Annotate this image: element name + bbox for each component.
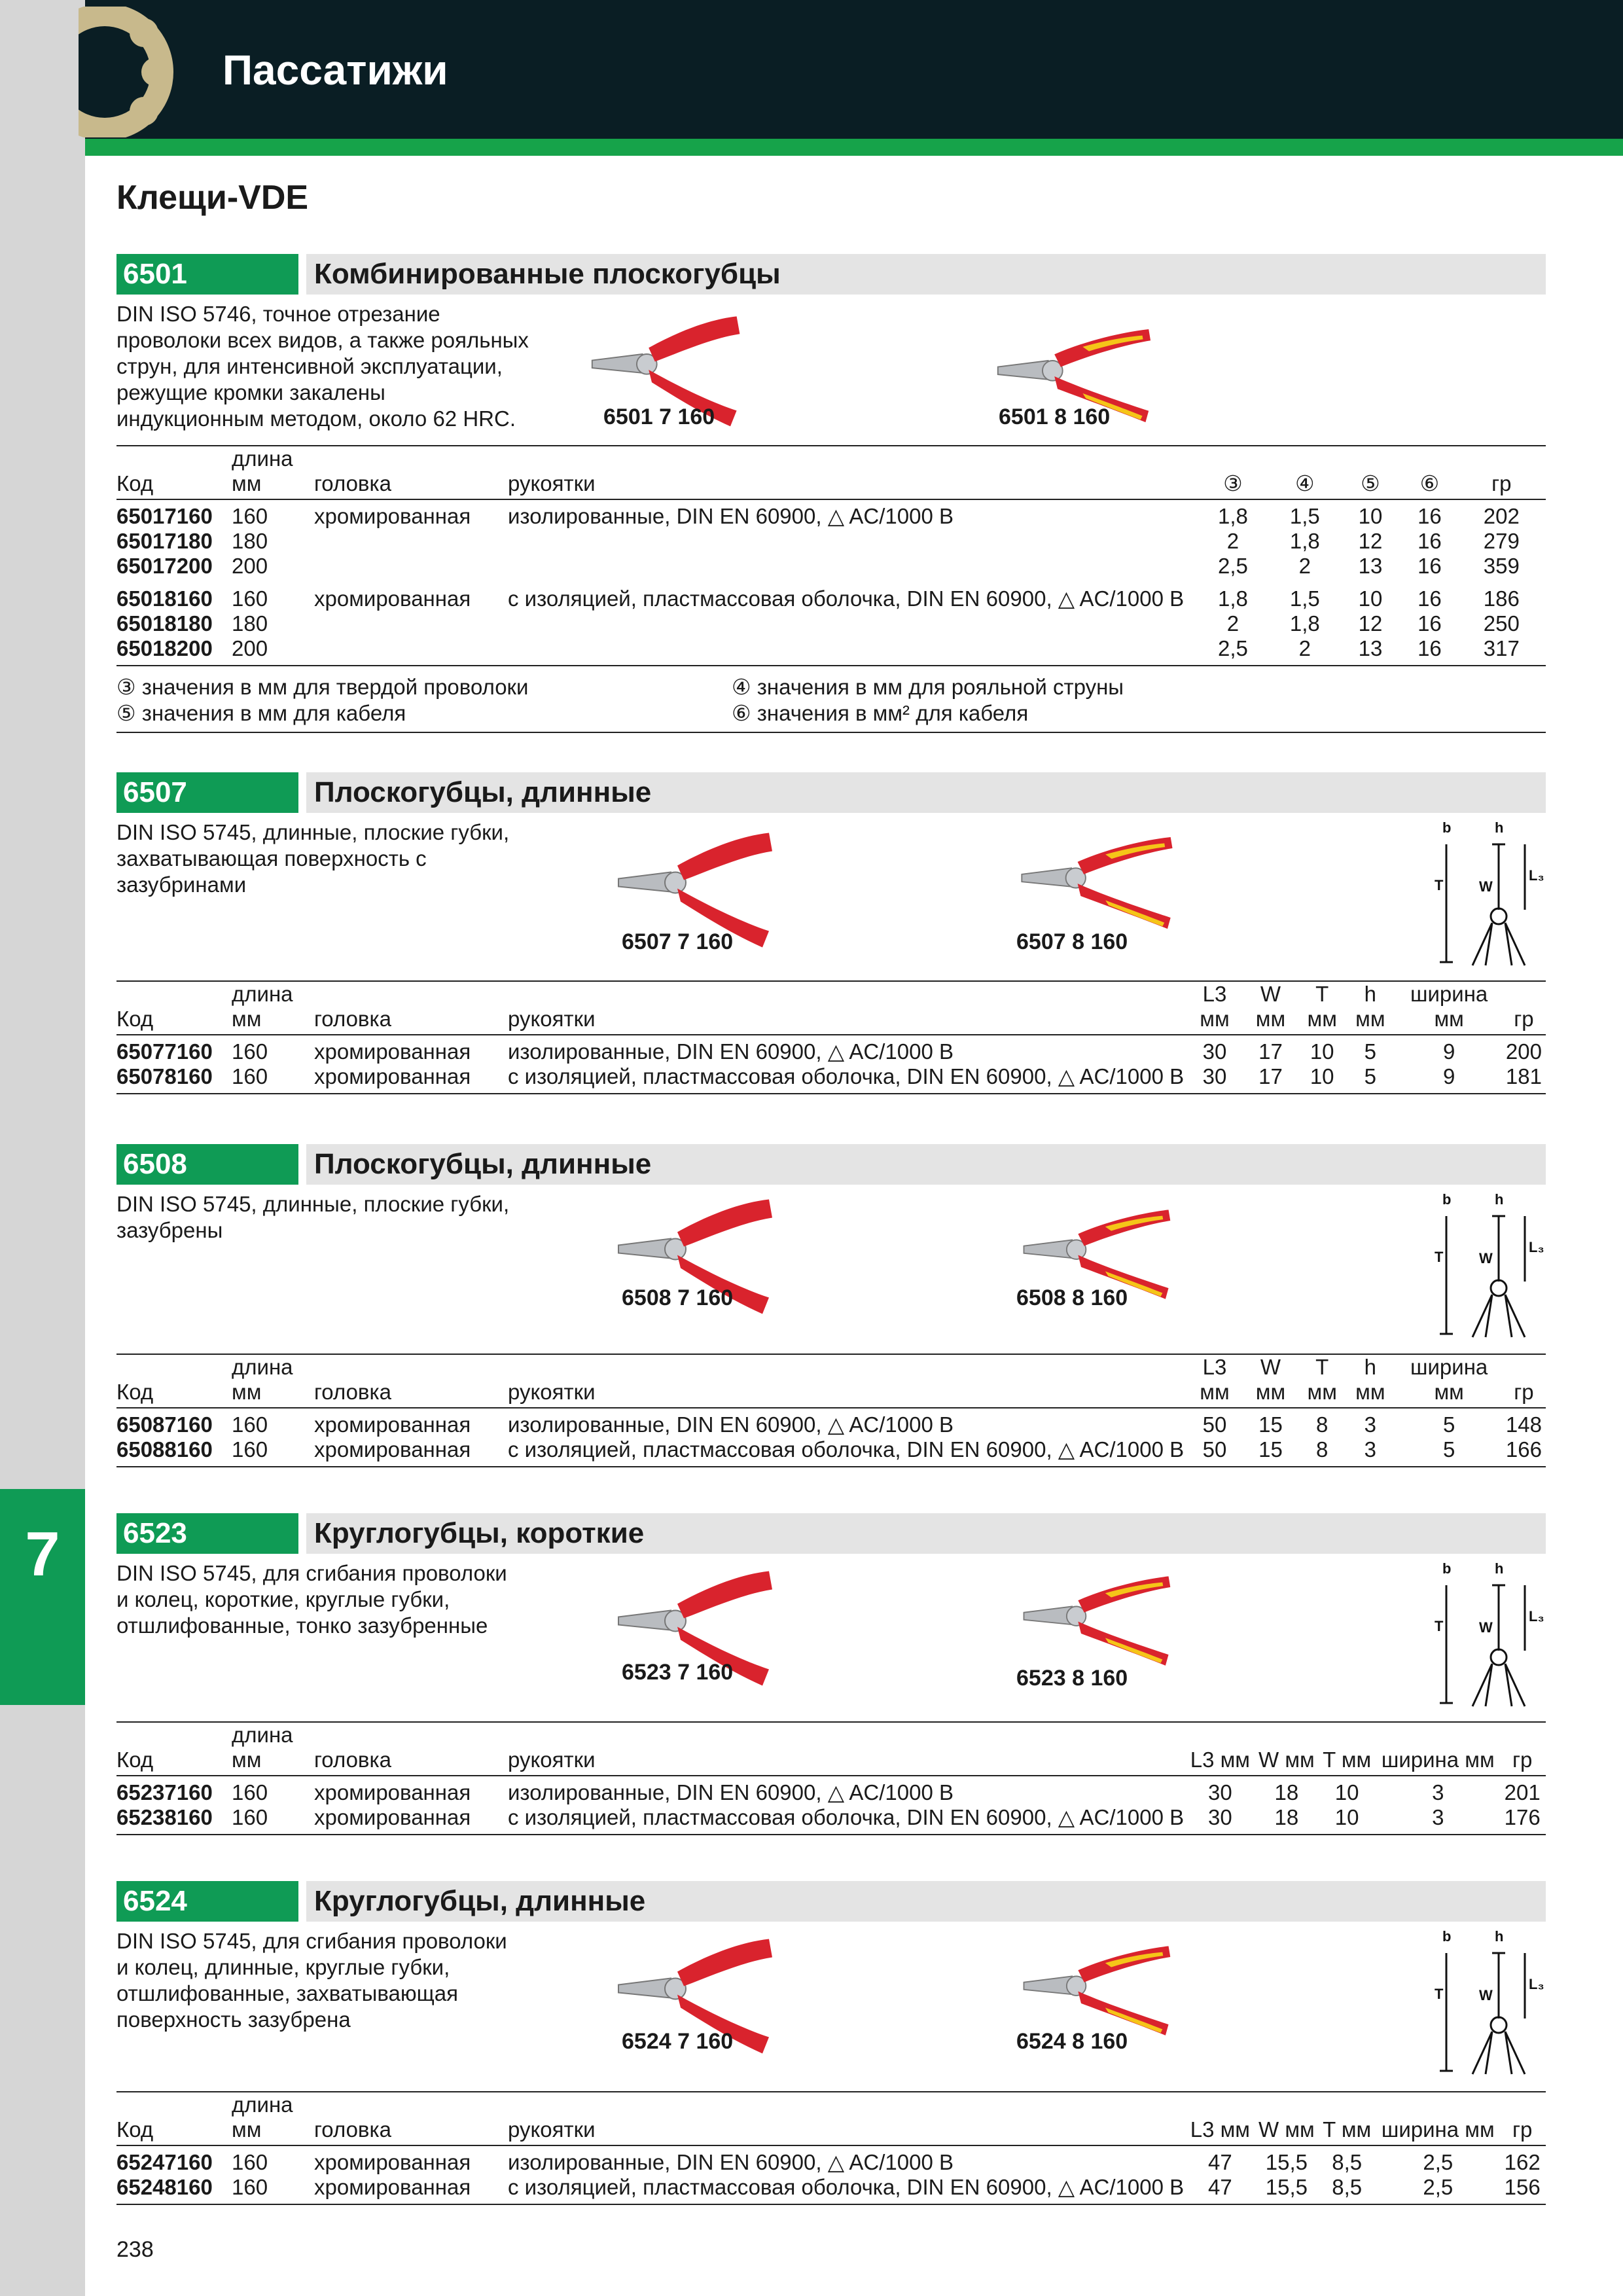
table-cell: 1,5 <box>1289 504 1320 528</box>
table-cell: 15 <box>1245 1437 1300 1467</box>
table-cell: 162 <box>1504 2150 1541 2174</box>
table-header-cell: длина мм <box>232 1354 314 1408</box>
table-cell: с изоляцией, пластмассовая оболочка, DIN EN 60900, △ AC/1000 В <box>508 586 1185 611</box>
table-cell: 10 <box>1358 586 1383 611</box>
product-code-cell: 65018180 <box>116 611 213 636</box>
svg-text:T: T <box>1435 1249 1444 1265</box>
table-cell: 16 <box>1418 554 1442 578</box>
side-strip <box>0 0 85 2296</box>
table-cell: 13 <box>1343 636 1402 666</box>
table-cell: 160 <box>232 1780 268 1804</box>
product-section-6508 <box>116 1144 1546 1242</box>
pliers-image <box>1014 825 1178 942</box>
product-ref: 6524 7 160 <box>622 2029 734 2054</box>
table-header-cell: L3 мм <box>1188 2092 1256 2145</box>
table-header-cell: рукоятки <box>508 1354 1188 1408</box>
table-cell: 156 <box>1503 2175 1546 2204</box>
section-code: 6523 <box>116 1513 298 1554</box>
table-header-cell: ширина мм <box>1396 981 1505 1035</box>
table-cell: изолированные, DIN EN 60900, △ AC/1000 В <box>508 1039 954 1064</box>
svg-text:T: T <box>1435 1986 1444 2002</box>
table-cell <box>508 611 1199 636</box>
table-header-cell: гр <box>1461 446 1546 499</box>
table-row <box>116 499 1546 529</box>
svg-text:b: b <box>1442 1191 1452 1208</box>
product-code-cell: 65077160 <box>116 1039 213 1064</box>
product-ref: 6501 8 160 <box>999 404 1111 429</box>
table-cell: изолированные, DIN EN 60900, △ AC/1000 В <box>508 2150 954 2174</box>
table-cell: 8,5 <box>1321 2175 1377 2204</box>
product-code-cell: 65237160 <box>116 1780 213 1804</box>
table-cell: с изоляцией, пластмассовая оболочка, DIN EN 60900, △ AC/1000 В <box>508 2175 1188 2204</box>
table-cell: 2,5 <box>1217 554 1248 578</box>
table-header-cell: рукоятки <box>508 1722 1188 1776</box>
table-cell: 5 <box>1396 1437 1505 1467</box>
table-cell <box>314 636 508 666</box>
table-header-cell: W мм <box>1257 1722 1321 1776</box>
table-cell: 160 <box>232 1039 268 1064</box>
spec-table <box>116 1721 1546 1835</box>
footnote: ④ значения в мм для рояльной струны <box>732 675 1124 699</box>
table-cell: 166 <box>1506 1437 1546 1467</box>
table-cell: 2,5 <box>1377 2175 1503 2204</box>
table-row <box>116 1035 1546 1064</box>
dimension-diagram-icon <box>1427 818 1544 969</box>
table-cell: 30 <box>1207 1780 1232 1804</box>
table-header-cell: гр <box>1506 1354 1546 1408</box>
table-cell: изолированные, DIN EN 60900, △ AC/1000 В <box>508 504 954 528</box>
table-cell: 3 <box>1364 1412 1377 1437</box>
section-code: 6524 <box>116 1881 298 1922</box>
table-cell: 30 <box>1188 1805 1256 1835</box>
table-cell: 10 <box>1300 1064 1348 1094</box>
divider <box>116 732 1546 733</box>
section-code: 6507 <box>116 772 298 813</box>
svg-text:h: h <box>1495 819 1504 836</box>
section-code: 6501 <box>116 254 298 295</box>
dimension-diagram-icon <box>1427 1190 1544 1340</box>
svg-text:b: b <box>1442 819 1452 836</box>
table-cell: 201 <box>1504 1780 1541 1804</box>
svg-text:W: W <box>1479 1987 1493 2003</box>
table-cell: 160 <box>232 586 268 611</box>
table-cell: 5 <box>1348 1064 1396 1094</box>
table-cell: с изоляцией, пластмассовая оболочка, DIN EN 60900, △ AC/1000 В <box>508 1437 1188 1467</box>
table-cell: 16 <box>1418 529 1442 553</box>
table-cell: 12 <box>1358 611 1383 636</box>
table-header-cell: ширина мм <box>1377 2092 1503 2145</box>
svg-text:b: b <box>1442 1560 1452 1577</box>
svg-text:W: W <box>1479 1250 1493 1266</box>
product-ref: 6508 8 160 <box>1016 1285 1128 1310</box>
section-header <box>116 254 1546 295</box>
table-cell: 2 <box>1226 529 1240 553</box>
table-cell: 1,8 <box>1289 611 1320 636</box>
product-code-cell: 65017160 <box>116 504 213 528</box>
table-header-cell: Код <box>116 981 232 1035</box>
section-header <box>116 1881 1546 1922</box>
gear-logo-icon <box>79 7 177 137</box>
page-subtitle: Клещи-VDE <box>116 179 309 217</box>
table-row <box>116 1437 1546 1467</box>
table-cell: 160 <box>232 1064 314 1094</box>
table-cell: 50 <box>1188 1437 1245 1467</box>
table-cell: 1,5 <box>1289 586 1320 611</box>
table-cell: 10 <box>1321 1805 1377 1835</box>
table-cell: 8 <box>1316 1412 1329 1437</box>
table-cell <box>314 554 508 579</box>
table-cell: 359 <box>1483 554 1520 578</box>
table-cell: 12 <box>1358 529 1383 553</box>
table-cell: 180 <box>232 529 268 553</box>
table-cell: 2,5 <box>1199 636 1271 666</box>
table-cell: 250 <box>1483 611 1520 636</box>
table-cell: 47 <box>1188 2175 1256 2204</box>
table-header-cell: рукоятки <box>508 981 1188 1035</box>
section-title: Комбинированные плоскогубцы <box>306 254 1546 295</box>
product-code-cell: 65087160 <box>116 1412 213 1437</box>
svg-text:h: h <box>1495 1560 1504 1577</box>
table-header-cell: ④ <box>1271 446 1343 499</box>
product-code-cell: 65247160 <box>116 2150 213 2174</box>
product-code-cell: 65248160 <box>116 2175 232 2204</box>
svg-text:L₃: L₃ <box>1529 1608 1544 1624</box>
product-ref: 6501 7 160 <box>603 404 715 429</box>
table-cell: хромированная <box>314 1437 508 1467</box>
product-code-cell: 65078160 <box>116 1064 232 1094</box>
table-header-cell: T мм <box>1300 981 1348 1035</box>
table-cell: 8,5 <box>1332 2150 1363 2174</box>
footnote: ③ значения в мм для твердой проволоки <box>116 675 529 699</box>
dimension-diagram-icon <box>1427 1927 1544 2077</box>
table-row <box>116 554 1546 579</box>
table-header-cell: Код <box>116 2092 232 2145</box>
table-cell: 16 <box>1418 586 1442 611</box>
product-code-cell: 65088160 <box>116 1437 232 1467</box>
table-header-cell: T мм <box>1321 2092 1377 2145</box>
table-cell: 3 <box>1348 1437 1396 1467</box>
svg-text:h: h <box>1495 1191 1504 1208</box>
table-cell: с изоляцией, пластмассовая оболочка, DIN EN 60900, △ AC/1000 В <box>508 1805 1188 1835</box>
table-cell: 160 <box>232 1805 314 1835</box>
table-cell: 5 <box>1364 1039 1377 1064</box>
svg-text:W: W <box>1479 878 1493 895</box>
table-cell: 10 <box>1310 1039 1334 1064</box>
table-cell: 5 <box>1442 1412 1455 1437</box>
table-cell: 200 <box>232 636 314 666</box>
table-header-cell: головка <box>314 981 508 1035</box>
table-header-cell: головка <box>314 1354 508 1408</box>
table-row <box>116 2145 1546 2175</box>
table-cell: 181 <box>1506 1064 1546 1094</box>
svg-text:b: b <box>1442 1928 1452 1945</box>
table-row <box>116 1408 1546 1437</box>
page-number: 238 <box>116 2237 154 2262</box>
table-header-cell: длина мм <box>232 1722 314 1776</box>
table-cell: 202 <box>1483 504 1520 528</box>
table-header-cell: L3 мм <box>1188 981 1245 1035</box>
product-ref: 6523 8 160 <box>1016 1666 1128 1691</box>
table-cell: 15,5 <box>1265 2150 1308 2174</box>
section-description: DIN ISO 5745, для сгибания проволоки и колец, короткие, круглые губки, отшлифованные, тонко зазубренные <box>116 1561 507 1638</box>
table-header-cell: L3 мм <box>1188 1722 1256 1776</box>
table-cell: хромированная <box>314 1039 471 1064</box>
product-code-cell: 65018200 <box>116 636 232 666</box>
table-cell: хромированная <box>314 504 471 528</box>
table-row <box>116 1776 1546 1805</box>
table-cell: 47 <box>1207 2150 1232 2174</box>
svg-text:L₃: L₃ <box>1529 1976 1544 1992</box>
table-cell <box>508 529 1199 554</box>
table-cell: изолированные, DIN EN 60900, △ AC/1000 В <box>508 1412 954 1437</box>
svg-text:L₃: L₃ <box>1529 867 1544 884</box>
table-row <box>116 579 1546 611</box>
spec-table <box>116 445 1546 666</box>
section-header <box>116 1513 1546 1554</box>
table-cell: 1,8 <box>1217 504 1248 528</box>
table-row <box>116 1805 1546 1835</box>
table-cell: 148 <box>1505 1412 1542 1437</box>
table-cell: 1,8 <box>1217 586 1248 611</box>
table-header-cell: L3 мм <box>1188 1354 1245 1408</box>
table-cell: 200 <box>232 554 268 578</box>
table-cell: хромированная <box>314 1805 508 1835</box>
table-cell: хромированная <box>314 1064 508 1094</box>
product-ref: 6524 8 160 <box>1016 2029 1128 2054</box>
product-ref: 6507 7 160 <box>622 929 734 954</box>
table-header-cell: длина мм <box>232 981 314 1035</box>
svg-text:L₃: L₃ <box>1529 1239 1544 1255</box>
table-cell: 176 <box>1503 1805 1546 1835</box>
table-cell: 18 <box>1274 1780 1299 1804</box>
product-code-cell: 65238160 <box>116 1805 232 1835</box>
table-header-cell: головка <box>314 2092 508 2145</box>
product-code-cell: 65017180 <box>116 529 213 553</box>
product-ref: 6508 7 160 <box>622 1285 734 1310</box>
table-header-cell: Код <box>116 1354 232 1408</box>
section-title: Плоскогубцы, длинные <box>306 772 1546 813</box>
section-title: Круглогубцы, короткие <box>306 1513 1546 1554</box>
svg-text:T: T <box>1435 1618 1444 1634</box>
svg-text:h: h <box>1495 1928 1504 1945</box>
table-cell <box>508 554 1199 579</box>
table-header-cell: W мм <box>1245 1354 1300 1408</box>
table-cell: 50 <box>1202 1412 1227 1437</box>
svg-text:T: T <box>1435 877 1444 893</box>
table-header-cell: длина мм <box>232 446 314 499</box>
dimension-diagram-icon <box>1427 1559 1544 1710</box>
product-code-cell: 65018160 <box>116 586 213 611</box>
table-cell: 180 <box>232 611 268 636</box>
table-cell: 186 <box>1483 586 1520 611</box>
table-header-cell: гр <box>1503 1722 1546 1776</box>
table-cell: 160 <box>232 1412 268 1437</box>
page-title: Пассатижи <box>223 46 448 94</box>
table-header-cell: длина мм <box>232 2092 314 2145</box>
section-code: 6508 <box>116 1144 298 1185</box>
table-cell: 30 <box>1188 1064 1245 1094</box>
table-cell: изолированные, DIN EN 60900, △ AC/1000 В <box>508 1780 954 1804</box>
table-header-cell: T мм <box>1321 1722 1377 1776</box>
table-cell: хромированная <box>314 2150 471 2174</box>
table-header-cell: гр <box>1503 2092 1546 2145</box>
table-header-cell: T мм <box>1300 1354 1348 1408</box>
table-header-cell: h мм <box>1348 1354 1396 1408</box>
table-cell: 16 <box>1418 504 1442 528</box>
table-cell: 160 <box>232 2175 314 2204</box>
table-cell: с изоляцией, пластмассовая оболочка, DIN EN 60900, △ AC/1000 В <box>508 1064 1188 1094</box>
table-cell: 1,8 <box>1289 529 1320 553</box>
spec-table <box>116 1354 1546 1467</box>
table-row <box>116 529 1546 554</box>
table-cell: 9 <box>1396 1064 1505 1094</box>
product-ref: 6523 7 160 <box>622 1660 734 1685</box>
chapter-number: 7 <box>25 1519 60 1589</box>
table-header-cell: W мм <box>1245 981 1300 1035</box>
table-row <box>116 636 1546 666</box>
table-header-cell: головка <box>314 1722 508 1776</box>
section-header <box>116 1144 1546 1185</box>
table-header-cell: ⑥ <box>1402 446 1461 499</box>
footnote: ⑤ значения в мм для кабеля <box>116 701 406 725</box>
table-header-cell: рукоятки <box>508 446 1199 499</box>
table-cell: 160 <box>232 2150 268 2174</box>
table-cell: хромированная <box>314 1780 471 1804</box>
table-header-cell: рукоятки <box>508 2092 1188 2145</box>
table-header-cell: h мм <box>1348 981 1396 1035</box>
table-header-cell: ③ <box>1199 446 1271 499</box>
section-title: Плоскогубцы, длинные <box>306 1144 1546 1185</box>
table-header-cell: ширина мм <box>1396 1354 1505 1408</box>
footnote: ⑥ значения в мм² для кабеля <box>732 701 1029 725</box>
section-description: DIN ISO 5745, длинные, плоские губки, зазубрены <box>116 1192 510 1242</box>
table-cell: хромированная <box>314 2175 508 2204</box>
table-cell: хромированная <box>314 1412 471 1437</box>
section-header <box>116 772 1546 813</box>
table-cell: 8 <box>1300 1437 1348 1467</box>
table-cell: 2 <box>1298 554 1311 578</box>
table-cell: 200 <box>1505 1039 1542 1064</box>
table-cell: 17 <box>1245 1064 1300 1094</box>
table-cell: хромированная <box>314 586 471 611</box>
table-header-cell: ⑤ <box>1343 446 1402 499</box>
table-cell <box>314 611 508 636</box>
table-cell: 15 <box>1258 1412 1283 1437</box>
table-row <box>116 2175 1546 2204</box>
table-cell: 16 <box>1418 611 1442 636</box>
table-cell <box>508 636 1199 666</box>
product-code-cell: 65017200 <box>116 554 213 578</box>
table-header-cell: W мм <box>1257 2092 1321 2145</box>
section-description: DIN ISO 5745, для сгибания проволоки и колец, длинные, круглые губки, отшлифованные, захватывающая поверхность зазубрена <box>116 1929 507 2032</box>
table-cell: 2 <box>1226 611 1240 636</box>
table-cell: 17 <box>1258 1039 1283 1064</box>
svg-text:W: W <box>1479 1619 1493 1636</box>
pliers-image <box>1014 1564 1178 1679</box>
table-header-cell: ширина мм <box>1377 1722 1503 1776</box>
table-cell: 18 <box>1257 1805 1321 1835</box>
section-title: Круглогубцы, длинные <box>306 1881 1546 1922</box>
table-header-cell: головка <box>314 446 508 499</box>
table-cell: 2,5 <box>1423 2150 1454 2174</box>
table-cell: 3 <box>1432 1780 1444 1804</box>
table-cell: 160 <box>232 504 268 528</box>
table-cell: 9 <box>1442 1039 1455 1064</box>
table-header-cell: гр <box>1506 981 1546 1035</box>
table-cell: 15,5 <box>1257 2175 1321 2204</box>
table-cell: 2 <box>1271 636 1343 666</box>
section-description: DIN ISO 5745, длинные, плоские губки, захватывающая поверхность с зазубринами <box>116 820 510 897</box>
table-cell: 160 <box>232 1437 314 1467</box>
table-cell: 3 <box>1377 1805 1503 1835</box>
table-cell: 16 <box>1402 636 1461 666</box>
table-cell: 10 <box>1334 1780 1359 1804</box>
table-cell: 317 <box>1461 636 1546 666</box>
table-cell <box>314 529 508 554</box>
table-cell: 13 <box>1358 554 1383 578</box>
table-cell: 279 <box>1483 529 1520 553</box>
table-cell: 10 <box>1358 504 1383 528</box>
spec-table <box>116 2091 1546 2205</box>
header-accent-line <box>85 139 1623 156</box>
product-ref: 6507 8 160 <box>1016 929 1128 954</box>
table-header-cell: Код <box>116 1722 232 1776</box>
table-row <box>116 1064 1546 1094</box>
table-header-cell: Код <box>116 446 232 499</box>
table-row <box>116 611 1546 636</box>
section-description: DIN ISO 5746, точное отрезание проволоки всех видов, а также рояльных струн, для интенсивной эксплуатации, режущие кромки закалены индукционным методом, около 62 HRC. <box>116 302 529 431</box>
table-cell: 30 <box>1202 1039 1227 1064</box>
spec-table <box>116 980 1546 1094</box>
